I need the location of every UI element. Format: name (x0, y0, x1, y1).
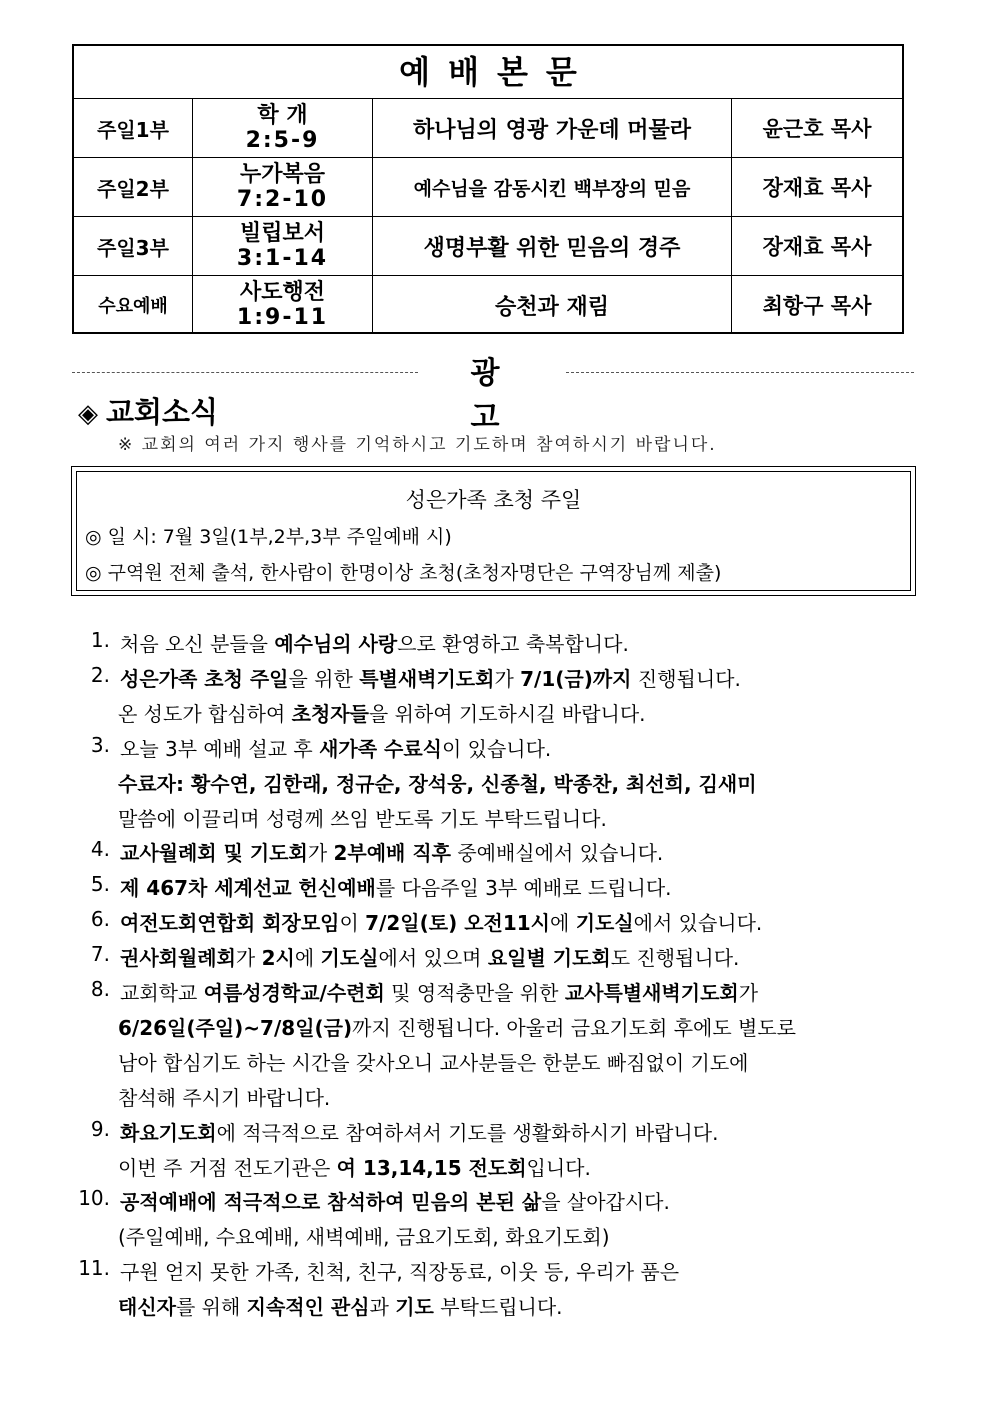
plain-text: 에 (550, 911, 576, 936)
emphasis-text: 기도 (395, 1295, 434, 1320)
sermon-row (74, 99, 902, 158)
announcement-text (120, 628, 629, 657)
sermon-row (74, 217, 902, 276)
plain-text: 남아 합심기도 하는 시간을 갖사오니 교사분들은 한분도 빠짐없이 기도에 (118, 1050, 749, 1075)
plain-text: 말씀에 이끌리며 성령께 쓰임 받도록 기도 부탁드립니다. (118, 806, 607, 831)
plain-text: 에 (294, 946, 321, 971)
announcement-number: 9. (90, 1116, 110, 1141)
divider (566, 372, 914, 373)
announcement-number: 3. (90, 732, 110, 757)
plain-text: 을 위하여 기도하시길 바랍니다. (368, 701, 646, 726)
plain-text: 이번 주 거점 전도기관은 (118, 1155, 337, 1180)
emphasis-text: 6/26일(주일)~7/8일(금) (118, 1015, 353, 1040)
emphasis-text: 여 13,14,15 전도회 (336, 1155, 527, 1180)
sermon-topic: 생명부활 위한 믿음의 경주 (373, 217, 732, 275)
sermon-row (74, 158, 902, 217)
plain-text: 교회학교 (120, 981, 204, 1005)
plain-text: 에서 있으며 (378, 946, 488, 971)
announcement-text (120, 1256, 679, 1285)
event-title: 성은가족 초청 주일 (405, 488, 582, 512)
plain-text: 참석해 주시기 바랍니다. (118, 1085, 331, 1110)
plain-text: 도 진행됩니다. (610, 946, 740, 971)
service-name: 주일1부 (74, 99, 193, 157)
plain-text: 를 위해 (175, 1295, 247, 1320)
announcement-text (118, 1221, 610, 1250)
emphasis-text: 초청자들 (291, 701, 369, 726)
plain-text: 가 (307, 841, 334, 866)
scripture-reference (193, 217, 373, 275)
emphasis-text: 특별새벽기도회 (359, 666, 495, 691)
preacher-name: 장재효 목사 (762, 176, 872, 200)
emphasis-text: 지속적인 관심 (246, 1295, 370, 1320)
sermon-table (72, 44, 904, 334)
plain-text: 으로 환영하고 축복합니다. (397, 632, 629, 656)
announcement-text (120, 907, 762, 936)
plain-text: 중예배실에서 있습니다. (450, 841, 664, 866)
emphasis-text: 예수님의 사랑 (274, 632, 398, 656)
announcement-text (118, 768, 757, 797)
plain-text: 입니다. (526, 1155, 591, 1180)
plain-text: 오늘 3부 예배 설교 후 (120, 736, 320, 761)
plain-text: 온 성도가 합심하여 (118, 701, 292, 726)
scripture-verse: 7:2-10 (236, 187, 329, 212)
announcement-text (120, 733, 551, 762)
announcement-text (120, 663, 741, 692)
preacher-name: 장재효 목사 (762, 235, 872, 259)
scripture-reference (193, 158, 373, 216)
emphasis-text: 수료자: 황수연, 김한래, 정규순, 장석웅, 신종철, 박종찬, 최선희, 김새미 (118, 771, 757, 796)
plain-text: 진행됩니다. (631, 666, 741, 691)
preacher-name: 최항구 목사 (762, 294, 872, 318)
emphasis-text: 성은가족 초청 주일 (120, 666, 289, 691)
announcement-number: 11. (78, 1256, 110, 1281)
section-title (78, 390, 218, 431)
emphasis-text: 교사월례회 및 기도회 (120, 841, 308, 866)
plain-text: (주일예배, 수요예배, 새벽예배, 금요기도회, 화요기도회) (118, 1225, 610, 1250)
plain-text: 을 살아갑시다. (541, 1190, 670, 1215)
announcement-number: 2. (90, 662, 110, 687)
emphasis-text: 새가족 수료식 (319, 736, 442, 761)
emphasis-text: 2부예배 직후 (333, 841, 451, 866)
announcement-text (118, 803, 607, 832)
plain-text: 에서 있습니다. (633, 911, 763, 936)
emphasis-text: 권사회월례회 (120, 946, 236, 971)
plain-text: 가 (738, 981, 759, 1005)
emphasis-text: 여름성경학교/수련회 (203, 981, 385, 1005)
announcement-number: 1. (90, 628, 110, 652)
diamond-icon: ◈ (78, 399, 98, 429)
sermon-row (74, 276, 902, 334)
announcement-text (120, 1117, 718, 1146)
announcement-text (120, 837, 663, 866)
announcement-text (118, 698, 646, 727)
scripture-verse: 2:5-9 (245, 128, 320, 153)
announcement-number: 7. (90, 942, 110, 967)
announcement-text (118, 1012, 796, 1041)
scripture-book: 사도행전 (239, 280, 325, 305)
sermon-topic: 승천과 재림 (373, 276, 732, 334)
emphasis-text: 제 467차 세계선교 헌신예배 (120, 876, 376, 901)
plain-text: 이 있습니다. (441, 736, 552, 761)
announcement-number: 8. (90, 977, 110, 1001)
plain-text: 및 영적충만을 위한 (384, 981, 565, 1005)
sermon-topic: 예수님을 감동시킨 백부장의 믿음 (373, 158, 732, 216)
announcement-text (120, 942, 739, 971)
plain-text: 이 (339, 911, 366, 936)
emphasis-text: 공적예배에 적극적으로 참석하여 믿음의 본된 삶 (120, 1190, 542, 1215)
event-instruction: ◎ 구역원 전체 출석, 한사람이 한명이상 초청(초청자명단은 구역장님께 제출) (85, 562, 722, 584)
plain-text: 를 다음주일 3부 예배로 드립니다. (375, 876, 672, 901)
event-box-inner (76, 471, 911, 591)
plain-text: 에 적극적으로 참여하셔서 기도를 생활화하시기 바랍니다. (216, 1120, 719, 1145)
section-title-text: 교회소식 (106, 395, 219, 429)
emphasis-text: 7/1(금)까지 (520, 666, 632, 691)
service-name: 수요예배 (74, 276, 193, 334)
plain-text: 가 (494, 666, 521, 691)
scripture-book: 학 개 (257, 103, 308, 128)
service-name: 주일3부 (74, 217, 193, 275)
event-schedule: ◎ 일 시: 7월 3일(1부,2부,3부 주일예배 시) (85, 526, 452, 548)
scripture-book: 빌립보서 (239, 221, 325, 246)
preacher-name: 윤근호 목사 (762, 117, 872, 141)
plain-text: 까지 진행됩니다. 아울러 금요기도회 후에도 별도로 (352, 1015, 796, 1040)
announcement-text (120, 977, 758, 1006)
announcement-text (118, 1047, 748, 1076)
scripture-reference (193, 99, 373, 157)
scripture-verse: 3:1-14 (236, 246, 329, 271)
announcement-text (118, 1082, 330, 1111)
event-box (71, 466, 916, 596)
announcement-number: 4. (90, 837, 110, 862)
announcement-text (120, 1186, 670, 1215)
scripture-book: 누가복음 (239, 162, 325, 187)
emphasis-text: 기도실 (575, 911, 634, 936)
emphasis-text: 태신자 (118, 1295, 176, 1320)
divider (72, 372, 418, 373)
section-note: ※ 교회의 여러 가지 행사를 기억하시고 기도하며 참여하시기 바랍니다. (118, 435, 717, 455)
plain-text: 구원 얻지 못한 가족, 친척, 친구, 직장동료, 이웃 등, 우리가 품은 (120, 1260, 680, 1285)
plain-text: 부탁드립니다. (433, 1295, 563, 1320)
scripture-verse: 1:9-11 (236, 305, 329, 330)
announcement-text (118, 1291, 563, 1320)
emphasis-text: 2시 (261, 946, 295, 971)
announcement-number: 10. (78, 1186, 110, 1211)
emphasis-text: 요일별 기도회 (487, 946, 611, 971)
plain-text: 을 위한 (288, 666, 360, 691)
service-name: 주일2부 (74, 158, 193, 216)
plain-text: 가 (235, 946, 262, 971)
sermon-topic: 하나님의 영광 가운데 머물라 (373, 99, 732, 157)
plain-text: 처음 오신 분들을 (120, 632, 275, 656)
sermon-table-title: 예배본문 (74, 46, 902, 99)
announcement-number: 5. (90, 872, 110, 897)
emphasis-text: 교사특별새벽기도회 (564, 981, 739, 1005)
emphasis-text: 7/2일(토) 오전11시 (365, 911, 550, 936)
emphasis-text: 기도실 (320, 946, 379, 971)
emphasis-text: 화요기도회 (120, 1120, 217, 1145)
announcement-number: 6. (90, 907, 110, 932)
plain-text: 과 (369, 1295, 396, 1320)
scripture-reference (193, 276, 373, 334)
announcement-text (118, 1152, 591, 1181)
announcement-text (120, 872, 672, 901)
notice-header-title: 광고 (470, 356, 532, 435)
emphasis-text: 여전도회연합회 회장모임 (120, 911, 340, 936)
